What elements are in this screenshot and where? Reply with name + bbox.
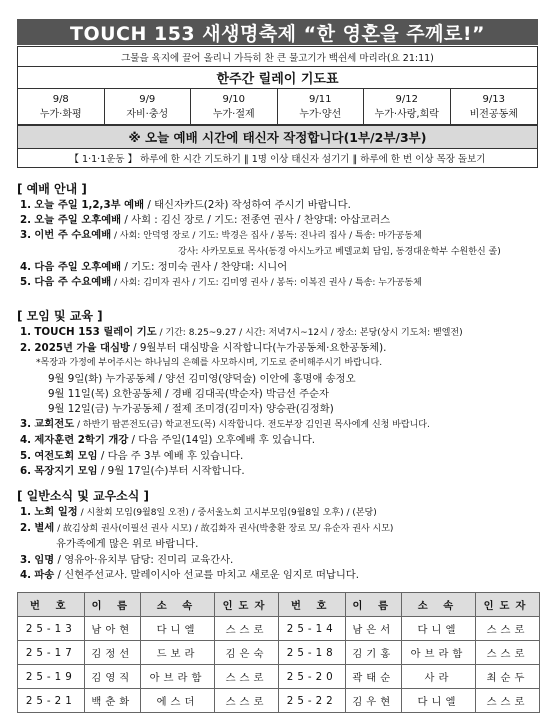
relay-day [18,89,105,124]
relay-group: 누가·화평 [39,108,82,120]
table-cell: 스스로 [475,689,539,713]
list-item [20,505,393,521]
visit-row [20,372,463,387]
education-list [20,325,463,479]
table-row [18,641,540,665]
table-cell: 에스더 [141,689,215,713]
relay-prayer-schedule [17,89,538,125]
list-item [20,213,501,228]
relay-day [278,89,365,124]
list-item [20,449,463,464]
item-number: 2. [20,522,32,535]
col-header: 이 름 [345,593,401,617]
table-cell: 25-17 [18,641,85,665]
list-item [20,228,501,244]
table-cell: 25-18 [278,641,345,665]
table-cell: 김영직 [84,665,140,689]
worship-heading: [ 예배 안내 ] [17,182,87,196]
visit-day: 9월 11일(목) [48,387,109,400]
worship-notice: ※ 오늘 예배 시간에 태신자 작정합니다(1부/2부/3부) [17,125,538,149]
relay-group: 자비·충성 [126,108,169,120]
item-number: 1. [20,506,32,518]
item-detail: / 기도: 정미숙 권사 / 찬양대: 시니어 [121,260,288,273]
item-detail: / 영유아·유치부 담당: 진미리 교육간사. [54,553,234,566]
relay-day [191,89,278,124]
item-title: 오늘 주일 오후예배 [34,214,122,227]
visit-detail: / 절제 조미경(김미자) 양승관(김정화) [161,403,334,416]
visit-detail: / 경배 김대곡(박순자) 박금선 주순자 [161,387,329,400]
table-cell: 다니엘 [401,689,475,713]
table-cell: 김기홍 [345,641,401,665]
table-cell: 아브라함 [141,665,215,689]
list-item [20,198,501,213]
relay-date: 9/11 [309,93,332,105]
movement-notice: 【 1·1·1운동 】 하루에 한 시간 기도하기 ‖ 1명 이상 태신자 섬기기 ‖ 하루에 한 번 이상 목장 돌보기 [17,148,538,168]
item-number: 3. [20,229,32,242]
condolence-note: 유가족에게 많은 위로 바랍니다. [56,538,199,551]
list-item [20,433,463,448]
relay-date: 9/12 [395,93,418,105]
table-cell: 스스로 [475,641,539,665]
list-item [20,521,393,537]
item-number: 1. [20,199,32,211]
visit-community: 요한공동체 [112,387,162,400]
list-item [20,275,501,291]
item-number: 5. [20,276,32,289]
table-cell: 김우현 [345,689,401,713]
item-detail: / 신현주선교사. 말레이시아 선교를 마치고 새로운 임지로 떠납니다. [54,568,360,581]
item-number: 4. [20,568,32,581]
table-cell: 25-20 [278,665,345,689]
table-cell: 25-22 [278,689,345,713]
table-row [18,617,540,641]
list-item [20,341,463,356]
col-header: 인도자 [475,593,539,617]
relay-date: 9/13 [482,93,505,105]
table-cell: 최순두 [475,665,539,689]
item-number: 2. [20,214,32,227]
list-item [20,568,393,583]
col-header: 인도자 [215,593,279,617]
table-cell: 25-13 [18,617,85,641]
table-cell: 백춘화 [84,689,140,713]
item-detail: / 故김상희 권사(이필선 권사 시모) / 故김화자 권사(박충환 장로 모/ 유순자 권사 시모) [54,524,394,535]
new-member-roster [17,592,540,713]
visit-day: 9월 12일(금) [48,403,109,416]
education-heading: [ 모임 및 교육 ] [17,309,103,323]
table-cell: 김정선 [84,641,140,665]
visit-day: 9월 9일(화) [48,372,103,385]
item-title: 다음 주일 오후예배 [34,260,122,273]
relay-date: 9/8 [52,93,69,105]
table-cell: 스스로 [215,617,279,641]
list-item [20,325,463,341]
item-title: TOUCH 153 릴레이 기도 [34,326,157,338]
item-title: 노회 일정 [34,506,78,518]
visit-community: 누가공동체 [105,372,156,385]
item-number: 4. [20,260,32,273]
item-title: 여전도회 모임 [34,449,98,462]
table-cell: 25-14 [278,617,345,641]
item-number: 6. [20,464,32,477]
list-item [20,464,463,479]
table-cell: 스스로 [215,665,279,689]
col-header: 번 호 [18,593,85,617]
item-detail: / 하반기 팝콘전도(금) 학교전도(목) 시작합니다. 전도부장 김인권 목사에게 신청 바랍니다. [74,420,430,431]
table-row [18,665,540,689]
relay-date: 9/10 [222,93,245,105]
table-row [18,689,540,713]
item-title: 2025년 가을 대심방 [34,342,130,355]
item-number: 1. [20,326,32,338]
item-number: 2. [20,342,32,355]
col-header: 이 름 [84,593,140,617]
table-cell: 남아현 [84,617,140,641]
table-cell: 25-19 [18,665,85,689]
table-cell: 남은서 [345,617,401,641]
table-cell: 사라 [401,665,475,689]
table-cell: 다니엘 [141,617,215,641]
relay-prayer-title: 한주간 릴레이 기도표 [17,66,538,89]
visit-row [20,387,463,402]
item-number: 4. [20,434,32,447]
col-header: 소 속 [401,593,475,617]
relay-date: 9/9 [139,93,156,105]
item-number: 3. [20,418,32,431]
item-title: 제자훈련 2학기 개강 [34,434,129,447]
item-title: 오늘 주일 1,2,3부 예배 [34,199,145,211]
table-cell: 김은숙 [215,641,279,665]
table-cell: 25-21 [18,689,85,713]
festival-banner: TOUCH 153 새생명축제 “한 영혼을 주께로!” [17,19,538,45]
item-title: 이번 주 수요예배 [34,229,112,242]
item-detail: / 사회: 김미자 권사 / 기도: 김미영 권사 / 봉독: 이복진 권사 / 특송: 누가공동체 [111,278,422,289]
item-detail: / 다음 주 3부 예배 후 있습니다. [97,449,244,462]
news-heading: [ 일반소식 및 교우소식 ] [17,489,150,503]
relay-group: 누가·사랑,희락 [374,108,439,120]
item-detail: / 사회 : 김신 장로 / 기도: 전종연 권사 / 찬양대: 아삽코러스 [121,214,391,227]
col-header: 소 속 [141,593,215,617]
item-detail: / 시찰회 모임(9월8일 오전) / 중서울노회 고시부모임(9월8일 오후) / (본당) [77,508,377,518]
news-list [20,505,393,583]
scripture-verse: 그물을 육지에 끌어 올리니 가득히 찬 큰 물고기가 백쉰세 마리라(요 21:11) [17,46,538,67]
item-title: 파송 [34,568,55,581]
worship-list [20,198,501,291]
table-cell: 다니엘 [401,617,475,641]
item-detail: / 9월 17일(수)부터 시작합니다. [97,464,245,477]
table-cell: 스스로 [215,689,279,713]
relay-group: 비전공동체 [469,108,518,120]
relay-day [105,89,192,124]
table-cell: 아브라함 [401,641,475,665]
relay-group: 누가·절제 [212,108,255,120]
table-cell: 스스로 [475,617,539,641]
item-title: 교회전도 [34,418,75,431]
item-detail: / 태신자카드(2차) 작성하여 주시기 바랍니다. [144,199,351,211]
visit-community: 누가공동체 [112,403,162,416]
visit-detail: / 양선 김미영(양덕술) 이안에 홍명애 송정오 [155,372,356,385]
relay-day [451,89,538,124]
relay-day [364,89,451,124]
list-item [20,417,463,433]
col-header: 번 호 [278,593,345,617]
list-item [20,553,393,568]
visit-note: *목장과 가정에 부어주시는 하나님의 은혜를 사모하시며, 기도로 준비해주시기 바랍니다. [36,358,383,369]
relay-group: 누가·양선 [299,108,342,120]
table-header-row [18,593,540,617]
visit-row [20,402,463,417]
item-detail: / 기간: 8.25~9.27 / 시간: 저녁7시~12시 / 장소: 본당(상시 기도처: 벧엘전) [156,328,463,338]
item-detail: / 다음 주일(14일) 오후예배 후 있습니다. [128,434,316,447]
item-detail: / 사회: 안덕영 장로 / 기도: 박경은 집사 / 봉독: 진나리 집사 / 특송: 마가공동체 [111,231,422,242]
item-number: 5. [20,449,32,462]
item-title: 다음 주 수요예배 [34,276,112,289]
table-cell: 드보라 [141,641,215,665]
item-title: 임명 [34,553,55,566]
item-title: 목장지기 모임 [34,464,98,477]
list-item [20,260,501,275]
item-title: 별세 [34,522,55,535]
item-detail: / 9월부터 대심방을 시작합니다(누가공동체·요한공동체). [129,342,387,355]
speaker-info: 강사: 사카모토료 목사(동경 아시노카고 베델교회 담임, 동경대운학부 수원한신 졸) [178,246,501,257]
item-number: 3. [20,553,32,566]
table-cell: 곽태순 [345,665,401,689]
